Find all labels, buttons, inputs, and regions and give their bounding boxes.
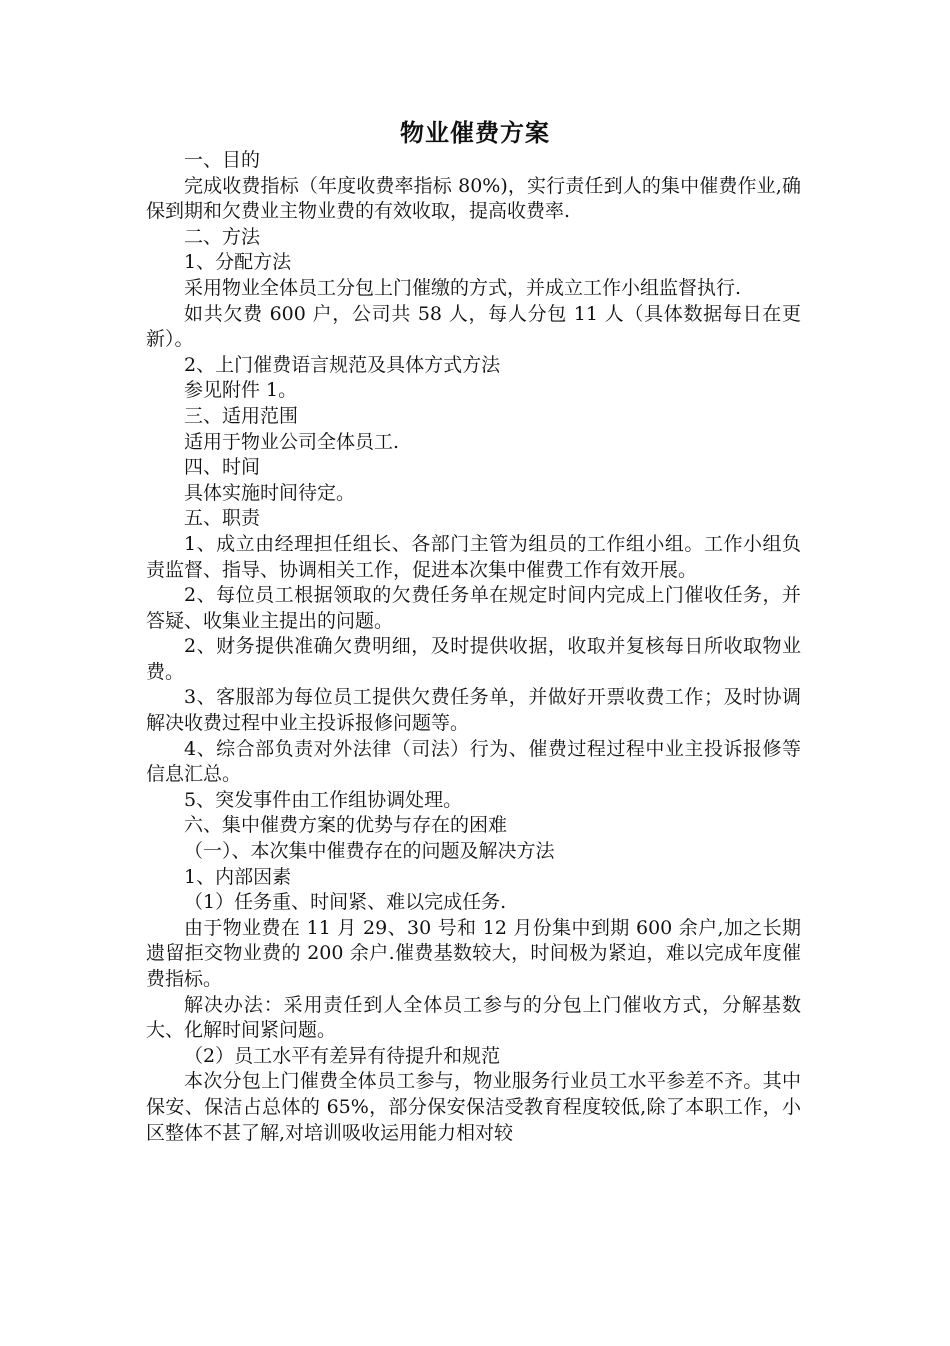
paragraph: 1、分配方法 [184, 251, 292, 274]
paragraph: 5、突发事件由工作组协调处理。 [184, 788, 463, 811]
paragraph: （1）任务重、时间紧、难以完成任务. [184, 891, 507, 914]
paragraph: （2）员工水平有差异有待提升和规范 [184, 1044, 501, 1067]
document-body [146, 148, 801, 1146]
paragraph: （一）、本次集中催费存在的问题及解决方法 [184, 840, 555, 863]
paragraph: 本次分包上门催费全体员工参与，物业服务行业员工水平参差不齐。其中保安、保洁占总体的 65%，部分保安保洁受教育程度较低,除了本职工作，小区整体不甚了解,对培训吸收运用能力相对较 [146, 1070, 801, 1144]
paragraph: 2、财务提供准确欠费明细，及时提供收据，收取并复核每日所收取物业费。 [146, 635, 801, 683]
paragraph: 解决办法：采用责任到人全体员工参与的分包上门催收方式，分解基数大、化解时间紧问题。 [146, 993, 801, 1042]
paragraph: 六、集中催费方案的优势与存在的困难 [184, 814, 508, 837]
paragraph: 四、时间 [184, 456, 261, 479]
paragraph: 二、方法 [184, 225, 261, 248]
paragraph: 三、适用范围 [184, 404, 299, 427]
paragraph: 2、每位员工根据领取的欠费任务单在规定时间内完成上门催收任务，并答疑、收集业主提出的问题。 [146, 584, 801, 632]
paragraph: 2、上门催费语言规范及具体方式方法 [184, 353, 501, 376]
paragraph: 采用物业全体员工分包上门催缴的方式，并成立工作小组监督执行. [184, 276, 742, 299]
paragraph: 具体实施时间待定。 [184, 481, 356, 504]
paragraph: 五、职责 [184, 507, 261, 530]
paragraph: 4、综合部负责对外法律（司法）行为、催费过程过程中业主投诉报修等信息汇总。 [146, 737, 801, 786]
paragraph: 一、目的 [184, 149, 261, 171]
paragraph: 3、客服部为每位员工提供欠费任务单，并做好开票收费工作；及时协调解决收费过程中业主投诉报修问题等。 [146, 686, 801, 735]
paragraph: 参见附件 1。 [184, 379, 298, 402]
document-title: 物业催费方案 [400, 118, 550, 147]
paragraph: 1、内部因素 [184, 865, 292, 888]
paragraph: 由于物业费在 11 月 29、30 号和 12 月份集中到期 600 余户,加之长期遗留拒交物业费的 200 余户.催费基数较大，时间极为紧迫，难以完成年度催费指标。 [146, 916, 801, 990]
paragraph: 适用于物业公司全体员工. [184, 430, 400, 453]
paragraph: 完成收费指标（年度收费率指标 80%)，实行责任到人的集中催费作业,确保到期和欠费业主物业费的有效收取，提高收费率. [146, 174, 801, 223]
paragraph: 如共欠费 600 户，公司共 58 人，每人分包 11 人（具体数据每日在更新）。 [146, 302, 801, 351]
paragraph: 1、成立由经理担任组长、各部门主管为组员的工作组小组。工作小组负责监督、指导、协调相关工作，促进本次集中催费工作有效开展。 [146, 532, 801, 581]
